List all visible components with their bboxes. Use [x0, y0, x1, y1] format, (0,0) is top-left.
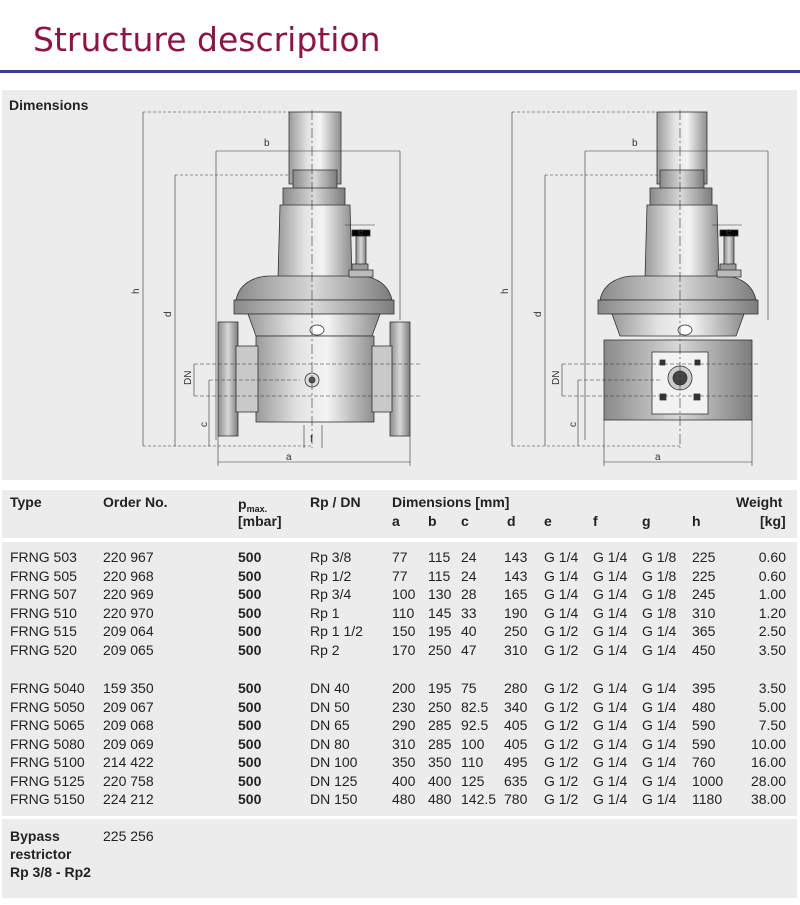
svg-text:h: h [131, 288, 142, 294]
svg-text:d: d [163, 311, 174, 317]
cell-dim-d: 635 [504, 772, 528, 789]
cell-weight: 3.50 [758, 641, 786, 658]
cell-dim-h: 365 [692, 623, 716, 639]
cell-dim-d: 780 [504, 791, 528, 807]
header-dim-f: f [593, 513, 598, 529]
cell-weight: 0.60 [758, 549, 786, 565]
cell-dim-h: 1180 [692, 791, 723, 807]
cell-dim-h: 450 [692, 641, 716, 658]
cell-dim-b: 195 [428, 680, 452, 696]
cell-connection: Rp 1/2 [310, 567, 352, 584]
cell-dim-f: G 1/4 [593, 586, 628, 602]
cell-dim-b: 250 [428, 641, 452, 658]
header-divider [2, 538, 797, 542]
cell-dim-a: 77 [392, 549, 408, 565]
svg-text:f: f [310, 434, 313, 445]
cell-dim-g: G 1/4 [642, 772, 677, 789]
cell-dim-g: G 1/8 [642, 567, 677, 584]
cell-dim-a: 100 [392, 586, 416, 602]
cell-weight: 28.00 [750, 772, 786, 789]
cell-dim-e: G 1/2 [544, 698, 579, 715]
cell-type: FRNG 5080 [10, 735, 85, 752]
cell-connection: Rp 3/4 [310, 586, 352, 602]
cell-pressure: 500 [238, 586, 262, 602]
cell-dim-e: G 1/2 [544, 772, 579, 789]
cell-weight: 38.00 [750, 791, 786, 807]
cell-weight: 1.00 [758, 586, 786, 602]
cell-dim-e: G 1/4 [544, 586, 579, 602]
cell-order: 220 969 [103, 586, 154, 602]
cell-order: 209 067 [103, 698, 154, 715]
cell-pressure: 500 [238, 604, 262, 621]
header-rpdn: Rp / DN [310, 494, 361, 510]
cell-connection: Rp 2 [310, 641, 340, 658]
bypass-label-2: restrictor [10, 846, 72, 862]
cell-connection: DN 40 [310, 680, 350, 696]
cell-dim-b: 350 [428, 754, 452, 770]
cell-order: 209 064 [103, 623, 154, 639]
cell-dim-c: 28 [461, 586, 477, 602]
svg-text:DN: DN [551, 370, 562, 385]
cell-dim-b: 115 [428, 549, 451, 565]
cell-order: 220 758 [103, 772, 154, 789]
cell-dim-a: 480 [392, 791, 416, 807]
cell-connection: DN 65 [310, 717, 350, 733]
cell-pressure: 500 [238, 717, 262, 733]
cell-dim-g: G 1/4 [642, 735, 677, 752]
cell-dim-h: 395 [692, 680, 716, 696]
cell-dim-b: 400 [428, 772, 452, 789]
cell-pressure: 500 [238, 698, 262, 715]
svg-text:a: a [286, 452, 292, 463]
cell-order: 159 350 [103, 680, 154, 696]
cell-dim-c: 82.5 [461, 698, 489, 715]
header-pmax-unit: [mbar] [238, 513, 282, 529]
svg-text:a: a [655, 452, 661, 463]
valve-drawing-right [598, 112, 758, 420]
header-dim-d: d [507, 513, 516, 529]
svg-text:DN: DN [183, 370, 194, 385]
header-dim-c: c [461, 513, 469, 529]
cell-type: FRNG 5050 [10, 698, 85, 715]
cell-dim-h: 225 [692, 549, 716, 565]
cell-dim-c: 110 [461, 754, 484, 770]
svg-text:d: d [533, 311, 544, 317]
cell-dim-f: G 1/4 [593, 772, 628, 789]
cell-dim-a: 350 [392, 754, 416, 770]
cell-dim-f: G 1/4 [593, 549, 628, 565]
cell-connection: DN 80 [310, 735, 350, 752]
bypass-label-1: Bypass [10, 828, 60, 844]
cell-dim-a: 230 [392, 698, 416, 715]
cell-dim-h: 590 [692, 735, 716, 752]
cell-dim-f: G 1/4 [593, 567, 628, 584]
cell-dim-a: 310 [392, 735, 416, 752]
cell-dim-d: 405 [504, 717, 528, 733]
cell-dim-b: 285 [428, 717, 452, 733]
header-order: Order No. [103, 494, 168, 510]
cell-dim-a: 400 [392, 772, 416, 789]
header-dimensions: Dimensions [mm] [392, 494, 510, 510]
cell-connection: DN 100 [310, 754, 358, 770]
cell-dim-b: 145 [428, 604, 452, 621]
cell-dim-c: 75 [461, 680, 477, 696]
header-dim-a: a [392, 513, 400, 529]
cell-dim-g: G 1/4 [642, 623, 677, 639]
svg-text:b: b [264, 138, 270, 149]
header-pmax: $p_{max.}$ [238, 496, 268, 514]
cell-dim-c: 33 [461, 604, 477, 621]
cell-dim-c: 100 [461, 735, 485, 752]
cell-pressure: 500 [238, 791, 262, 807]
cell-dim-c: 92.5 [461, 717, 489, 733]
header-dim-b: b [428, 513, 437, 529]
cell-dim-a: 110 [392, 604, 415, 621]
cell-type: FRNG 5065 [10, 717, 85, 733]
cell-dim-g: G 1/4 [642, 641, 677, 658]
bypass-divider [2, 816, 797, 819]
cell-dim-c: 40 [461, 623, 477, 639]
svg-text:c: c [568, 422, 579, 427]
cell-dim-a: 200 [392, 680, 416, 696]
cell-dim-f: G 1/4 [593, 698, 628, 715]
cell-dim-f: G 1/4 [593, 754, 628, 770]
cell-pressure: 500 [238, 567, 262, 584]
cell-dim-e: G 1/2 [544, 735, 579, 752]
cell-dim-d: 405 [504, 735, 528, 752]
cell-dim-b: 250 [428, 698, 452, 715]
cell-weight: 3.50 [758, 680, 786, 696]
header-weight: Weight [736, 494, 783, 510]
cell-dim-g: G 1/8 [642, 549, 677, 565]
cell-order: 224 212 [103, 791, 154, 807]
cell-type: FRNG 505 [10, 567, 77, 584]
cell-dim-b: 285 [428, 735, 452, 752]
cell-connection: Rp 3/8 [310, 549, 352, 565]
cell-order: 220 968 [103, 567, 154, 584]
cell-dim-d: 143 [504, 549, 528, 565]
cell-type: FRNG 5125 [10, 772, 85, 789]
cell-dim-d: 310 [504, 641, 528, 658]
section-divider [2, 480, 797, 490]
cell-type: FRNG 5150 [10, 791, 85, 807]
cell-weight: 0.60 [758, 567, 786, 584]
cell-dim-g: G 1/8 [642, 586, 677, 602]
cell-weight: 1.20 [758, 604, 786, 621]
cell-dim-c: 142.5 [461, 791, 497, 807]
bypass-order: 225 256 [103, 828, 154, 844]
cell-dim-e: G 1/4 [544, 604, 579, 621]
cell-dim-c: 47 [461, 641, 477, 658]
cell-dim-a: 290 [392, 717, 416, 733]
cell-dim-d: 250 [504, 623, 528, 639]
cell-dim-g: G 1/4 [642, 754, 677, 770]
cell-dim-d: 495 [504, 754, 528, 770]
cell-pressure: 500 [238, 735, 262, 752]
cell-type: FRNG 515 [10, 623, 77, 639]
cell-dim-h: 245 [692, 586, 716, 602]
cell-dim-e: G 1/2 [544, 717, 579, 733]
cell-dim-a: 170 [392, 641, 416, 658]
header-type: Type [10, 494, 42, 510]
cell-dim-d: 143 [504, 567, 528, 584]
cell-dim-f: G 1/4 [593, 717, 628, 733]
cell-dim-g: G 1/4 [642, 698, 677, 715]
cell-pressure: 500 [238, 772, 262, 789]
cell-type: FRNG 503 [10, 549, 77, 565]
header-dim-e: e [544, 513, 552, 529]
cell-dim-c: 24 [461, 567, 477, 584]
cell-dim-g: G 1/8 [642, 604, 677, 621]
dimensions-label: Dimensions [9, 97, 89, 113]
cell-pressure: 500 [238, 754, 262, 770]
cell-dim-e: G 1/4 [544, 567, 579, 584]
svg-text:h: h [500, 288, 511, 294]
cell-dim-b: 115 [428, 567, 451, 584]
cell-dim-e: G 1/4 [544, 549, 579, 565]
cell-order: 220 970 [103, 604, 154, 621]
cell-dim-f: G 1/4 [593, 791, 628, 807]
cell-dim-b: 480 [428, 791, 452, 807]
cell-dim-g: G 1/4 [642, 717, 677, 733]
cell-weight: 2.50 [758, 623, 786, 639]
header-weight-unit: [kg] [760, 513, 786, 529]
cell-dim-e: G 1/2 [544, 641, 579, 658]
cell-type: FRNG 5040 [10, 680, 85, 696]
bypass-label-3: Rp 3/8 - Rp2 [10, 864, 91, 880]
cell-dim-e: G 1/2 [544, 791, 579, 807]
cell-dim-h: 1000 [692, 772, 724, 789]
cell-pressure: 500 [238, 641, 262, 658]
cell-dim-b: 195 [428, 623, 452, 639]
cell-pressure: 500 [238, 549, 262, 565]
cell-dim-a: 77 [392, 567, 408, 584]
cell-pressure: 500 [238, 680, 262, 696]
cell-order: 209 068 [103, 717, 154, 733]
cell-dim-c: 125 [461, 772, 485, 789]
cell-dim-f: G 1/4 [593, 623, 628, 639]
cell-connection: DN 50 [310, 698, 350, 715]
cell-connection: DN 125 [310, 772, 358, 789]
page-title: Structure description [33, 20, 381, 59]
cell-dim-a: 150 [392, 623, 416, 639]
cell-connection: DN 150 [310, 791, 358, 807]
cell-dim-f: G 1/4 [593, 604, 628, 621]
dimension-drawings [0, 90, 800, 480]
cell-weight: 10.00 [750, 735, 786, 752]
cell-dim-b: 130 [428, 586, 452, 602]
cell-dim-h: 760 [692, 754, 716, 770]
title-underline [0, 70, 800, 73]
cell-dim-g: G 1/4 [642, 680, 677, 696]
valve-drawing-left [218, 112, 410, 436]
svg-text:e: e [726, 227, 732, 238]
cell-order: 220 967 [103, 549, 154, 565]
cell-type: FRNG 507 [10, 586, 77, 602]
cell-weight: 7.50 [758, 717, 786, 733]
cell-dim-f: G 1/4 [593, 735, 628, 752]
cell-dim-d: 280 [504, 680, 528, 696]
svg-text:c: c [199, 422, 210, 427]
cell-dim-c: 24 [461, 549, 477, 565]
cell-order: 209 069 [103, 735, 154, 752]
cell-dim-e: G 1/2 [544, 754, 579, 770]
header-dim-h: h [692, 513, 701, 529]
cell-weight: 16.00 [750, 754, 786, 770]
cell-dim-e: G 1/2 [544, 680, 579, 696]
svg-text:e: e [358, 227, 364, 238]
cell-dim-d: 165 [504, 586, 528, 602]
header-dim-g: g [642, 513, 651, 529]
cell-type: FRNG 510 [10, 604, 77, 621]
cell-dim-h: 310 [692, 604, 716, 621]
cell-dim-f: G 1/4 [593, 680, 628, 696]
cell-dim-h: 590 [692, 717, 716, 733]
cell-type: FRNG 5100 [10, 754, 85, 770]
cell-connection: Rp 1 1/2 [310, 623, 363, 639]
cell-dim-h: 225 [692, 567, 716, 584]
cell-type: FRNG 520 [10, 641, 77, 658]
cell-dim-f: G 1/4 [593, 641, 628, 658]
cell-connection: Rp 1 [310, 604, 340, 621]
cell-order: 214 422 [103, 754, 154, 770]
cell-dim-g: G 1/4 [642, 791, 677, 807]
cell-order: 209 065 [103, 641, 154, 658]
cell-dim-d: 340 [504, 698, 528, 715]
cell-dim-e: G 1/2 [544, 623, 579, 639]
cell-dim-h: 480 [692, 698, 716, 715]
svg-text:b: b [632, 138, 638, 149]
cell-weight: 5.00 [758, 698, 786, 715]
cell-pressure: 500 [238, 623, 262, 639]
cell-dim-d: 190 [504, 604, 528, 621]
